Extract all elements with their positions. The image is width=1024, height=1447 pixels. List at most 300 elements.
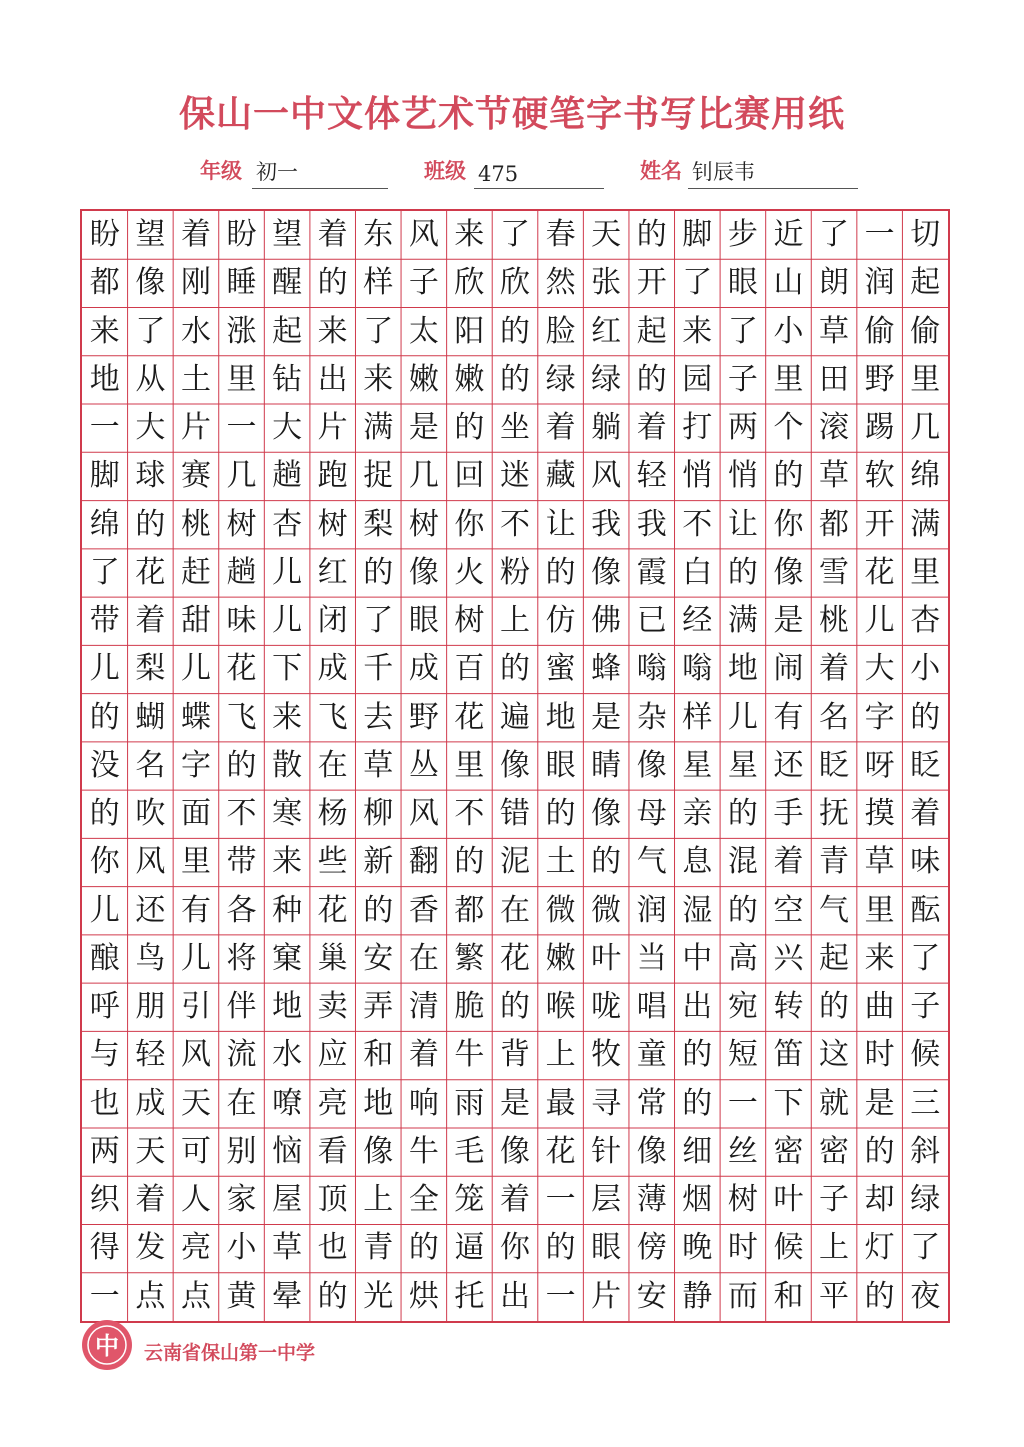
grid-cell: 微 (591, 892, 622, 928)
grid-cell: 着 (180, 217, 211, 252)
grid-cell: 满 (363, 410, 394, 446)
grid-cell: 都 (89, 265, 120, 301)
grid-cell: 蜜 (545, 651, 576, 687)
grid-cell: 当 (636, 940, 667, 976)
grid-cell: 小 (773, 313, 804, 349)
grid-cell: 绵 (89, 506, 120, 542)
grid-cell: 地 (272, 989, 303, 1025)
grid-cell: 牛 (408, 1133, 439, 1169)
grid-cell: 风 (135, 844, 166, 880)
grid-cell: 恼 (272, 1133, 303, 1169)
grid-cell: 眼 (408, 603, 439, 639)
grid-cell: 层 (591, 1182, 622, 1218)
grid-cell: 最 (545, 1085, 576, 1121)
grid-cell: 涨 (226, 313, 257, 349)
grid-cell: 味 (226, 603, 257, 639)
grid-cell: 字 (864, 699, 895, 735)
grid-cell: 轻 (135, 1037, 166, 1073)
class-underline (474, 188, 604, 189)
grid-cell: 空 (773, 892, 804, 928)
grid-cell: 来 (272, 699, 303, 735)
grid-cell: 牧 (591, 1037, 622, 1073)
grid-cell: 野 (408, 699, 439, 735)
grid-cell: 了 (819, 217, 850, 252)
name-underline (688, 188, 858, 189)
grid-cell: 软 (864, 458, 895, 494)
grid-cell: 蜂 (591, 651, 622, 687)
grid-cell: 成 (408, 651, 439, 687)
grade-underline (252, 188, 388, 189)
grid-cell: 你 (89, 844, 120, 880)
grid-cell: 红 (591, 313, 622, 349)
grid-cell: 托 (454, 1278, 485, 1314)
grid-cell: 灯 (864, 1230, 895, 1266)
grid-cell: 的 (591, 844, 622, 880)
grid-cell: 几 (408, 458, 439, 494)
grid-cell: 脚 (682, 217, 713, 252)
grid-cell: 也 (89, 1085, 120, 1121)
grid-cell: 一 (727, 1085, 758, 1121)
grid-cell: 里 (226, 361, 257, 397)
grid-cell: 儿 (180, 940, 211, 976)
grid-cell: 了 (682, 265, 713, 301)
grid-cell: 着 (910, 796, 941, 832)
grid-cell: 像 (636, 1133, 667, 1169)
grid-cell: 着 (773, 844, 804, 880)
grid-cell: 起 (636, 313, 667, 349)
grid-cell: 来 (864, 940, 895, 976)
grid-cell: 的 (89, 796, 120, 832)
grid-cell: 春 (545, 217, 576, 252)
grid-cell: 错 (499, 796, 530, 832)
grid-cell: 在 (499, 892, 530, 928)
grid-cell: 气 (819, 892, 850, 928)
grid-cell: 童 (636, 1037, 667, 1073)
grid-cell: 光 (363, 1278, 394, 1314)
grid-cell: 近 (773, 217, 804, 252)
grid-cell: 兴 (773, 940, 804, 976)
grid-cell: 梨 (363, 506, 394, 542)
grid-cell: 傍 (636, 1230, 667, 1266)
grid-cell: 出 (499, 1278, 530, 1314)
grid-cell: 发 (135, 1230, 166, 1266)
grid-cell: 与 (89, 1037, 120, 1073)
grid-cell: 转 (773, 989, 804, 1025)
grid-cell: 地 (363, 1085, 394, 1121)
grid-cell: 的 (499, 313, 530, 349)
grid-cell: 响 (408, 1085, 439, 1121)
grid-cell: 来 (454, 217, 485, 252)
grid-cell: 在 (408, 940, 439, 976)
grid-cell: 地 (727, 651, 758, 687)
grid-cell: 眼 (545, 747, 576, 783)
grid-cell: 繁 (454, 940, 485, 976)
grid-cell: 和 (773, 1278, 804, 1314)
grid-cell: 轻 (636, 458, 667, 494)
grid-cell: 红 (317, 554, 348, 590)
grid-cell: 逼 (454, 1230, 485, 1266)
grid-cell: 里 (180, 844, 211, 880)
grid-cell: 成 (135, 1085, 166, 1121)
grid-cell: 来 (272, 844, 303, 880)
grid-cell: 亮 (180, 1230, 211, 1266)
grid-cell: 片 (317, 410, 348, 446)
grid-cell: 名 (819, 699, 850, 735)
school-name: 云南省保山第一中学 (144, 1342, 316, 1364)
grid-cell: 的 (454, 410, 485, 446)
grid-cell: 呀 (864, 747, 895, 783)
name-value: 钊辰韦 (692, 160, 755, 184)
grid-cell: 像 (591, 554, 622, 590)
grid-cell: 飞 (226, 699, 257, 735)
grid-cell: 大 (135, 410, 166, 446)
grid-cell: 密 (819, 1133, 850, 1169)
grid-cell: 像 (636, 747, 667, 783)
grid-cell: 子 (727, 361, 758, 397)
grid-cell: 的 (408, 1230, 439, 1266)
grid-cell: 晕 (272, 1278, 303, 1314)
grid-cell: 润 (636, 892, 667, 928)
grid-cell: 人 (180, 1182, 211, 1218)
grid-cell: 山 (773, 265, 804, 301)
grid-cell: 鸟 (135, 940, 166, 976)
grid-cell: 趟 (226, 554, 257, 590)
grid-cell: 起 (819, 940, 850, 976)
grid-cell: 梨 (135, 651, 166, 687)
grid-cell: 我 (636, 506, 667, 542)
grid-cell: 一 (89, 410, 120, 446)
grid-cell: 你 (773, 506, 804, 542)
grid-cell: 寒 (272, 796, 303, 832)
grid-cell: 毛 (454, 1133, 485, 1169)
grid-cell: 盼 (89, 217, 120, 252)
grid-cell: 泥 (499, 844, 530, 880)
grid-cell: 曲 (864, 989, 895, 1025)
grid-cell: 有 (773, 699, 804, 735)
grid-cell: 然 (545, 265, 576, 301)
grid-cell: 亲 (682, 796, 713, 832)
grid-cell: 着 (408, 1037, 439, 1073)
grid-cell: 混 (727, 844, 758, 880)
grid-cell: 天 (591, 217, 622, 252)
grid-cell: 草 (272, 1230, 303, 1266)
grid-cell: 望 (272, 217, 303, 252)
grid-cell: 三 (910, 1085, 941, 1121)
grid-cell: 散 (272, 747, 303, 783)
grid-cell: 大 (864, 651, 895, 687)
grid-cell: 和 (363, 1037, 394, 1073)
grid-cell: 香 (408, 892, 439, 928)
grid-cell: 儿 (89, 651, 120, 687)
grid-cell: 草 (819, 458, 850, 494)
grid-cell: 花 (499, 940, 530, 976)
class-field (424, 155, 604, 189)
grid-cell: 可 (180, 1133, 211, 1169)
grid-cell: 花 (226, 651, 257, 687)
grid-cell: 花 (545, 1133, 576, 1169)
grid-cell: 切 (910, 217, 941, 252)
grid-cell: 来 (317, 313, 348, 349)
grid-cell: 土 (545, 844, 576, 880)
grid-cell: 蝶 (180, 699, 211, 735)
grid-cell: 粉 (499, 554, 530, 590)
grid-cell: 手 (773, 796, 804, 832)
grid-cell: 满 (910, 506, 941, 542)
class-label: 班级 (424, 159, 466, 183)
grid-cell: 窠 (272, 940, 303, 976)
grid-cell: 去 (363, 699, 394, 735)
grid-cell: 里 (910, 361, 941, 397)
grid-cell: 针 (591, 1133, 622, 1169)
grid-cell: 叶 (773, 1182, 804, 1218)
grid-cell: 着 (636, 410, 667, 446)
grid-cell: 已 (636, 603, 667, 639)
grid-cell: 的 (317, 265, 348, 301)
grid-cell: 了 (135, 313, 166, 349)
grid-cell: 悄 (682, 458, 713, 494)
grid-cell: 仿 (545, 603, 576, 639)
grid-cell: 的 (636, 361, 667, 397)
grid-cell: 亮 (317, 1085, 348, 1121)
grid-cell: 家 (226, 1182, 257, 1218)
grid-cell: 都 (454, 892, 485, 928)
grid-cell: 上 (499, 603, 530, 639)
grid-cell: 绿 (591, 361, 622, 397)
grid-cell: 青 (819, 844, 850, 880)
grid-cell: 却 (864, 1182, 895, 1218)
grid-cell: 的 (363, 554, 394, 590)
name-field (640, 155, 858, 189)
grid-cell: 眼 (727, 265, 758, 301)
grid-cell: 星 (682, 747, 713, 783)
grid-cell: 经 (682, 603, 713, 639)
grid-cell: 嫩 (454, 361, 485, 397)
grid-cell: 是 (773, 603, 804, 639)
grid-cell: 就 (819, 1085, 850, 1121)
grid-cell: 叶 (591, 940, 622, 976)
grid-cell: 像 (499, 1133, 530, 1169)
grid-cell: 绵 (910, 458, 941, 494)
grid-cell: 佛 (591, 603, 622, 639)
grid-cell: 张 (591, 265, 622, 301)
grid-cell: 屋 (272, 1182, 303, 1218)
grid-cell: 一 (545, 1182, 576, 1218)
grid-cell: 不 (682, 506, 713, 542)
grid-cell: 杂 (636, 699, 667, 735)
grid-cell: 杏 (272, 506, 303, 542)
grid-cell: 像 (499, 747, 530, 783)
grid-cell: 上 (819, 1230, 850, 1266)
grid-cell: 朋 (135, 989, 166, 1025)
grid-cell: 顶 (317, 1182, 348, 1218)
grid-cell: 霞 (636, 554, 667, 590)
grid-cell: 像 (135, 265, 166, 301)
grid-cell: 看 (317, 1133, 348, 1169)
grid-cell: 满 (727, 603, 758, 639)
grid-cell: 树 (408, 506, 439, 542)
grid-cell: 点 (135, 1278, 166, 1314)
grid-cell: 成 (317, 651, 348, 687)
grid-cell: 斜 (910, 1133, 941, 1169)
grid-cell: 蝴 (135, 699, 166, 735)
grid-cell: 野 (864, 361, 895, 397)
grid-cell: 小 (226, 1230, 257, 1266)
grid-cell: 将 (226, 940, 257, 976)
grid-cell: 种 (272, 892, 303, 928)
grid-cell: 吹 (135, 796, 166, 832)
grid-cell: 青 (363, 1230, 394, 1266)
grid-cell: 田 (819, 361, 850, 397)
grid-cell: 起 (910, 265, 941, 301)
grid-cell: 细 (682, 1133, 713, 1169)
grid-cell: 水 (180, 313, 211, 349)
grid-cell: 时 (864, 1037, 895, 1073)
school-emblem-icon (80, 1318, 134, 1372)
grid-cell: 牛 (454, 1037, 485, 1073)
grid-cell: 了 (499, 217, 530, 252)
grid-cell: 摸 (864, 796, 895, 832)
grid-cell: 着 (545, 410, 576, 446)
grid-cell: 着 (499, 1182, 530, 1218)
grid-cell: 起 (272, 313, 303, 349)
grid-cell: 静 (682, 1278, 713, 1314)
grid-cell: 的 (363, 892, 394, 928)
grid-cell: 还 (135, 892, 166, 928)
grid-cell: 子 (910, 989, 941, 1025)
grid-cell: 安 (636, 1278, 667, 1314)
grid-cell: 伴 (226, 989, 257, 1025)
grid-cell: 星 (727, 747, 758, 783)
grid-cell: 笼 (454, 1182, 485, 1218)
grid-cell: 烟 (682, 1182, 713, 1218)
grid-cell: 是 (864, 1085, 895, 1121)
grid-cell: 味 (910, 844, 941, 880)
grid-cell: 刚 (180, 265, 211, 301)
grid-cell: 杏 (910, 603, 941, 639)
grid-cell: 名 (135, 747, 166, 783)
grid-cell: 的 (773, 458, 804, 494)
grid-cell: 翻 (408, 844, 439, 880)
grid-cell: 东 (363, 217, 394, 252)
grid-cell: 睡 (226, 265, 257, 301)
grid-cell: 些 (317, 844, 348, 880)
grid-cell: 一 (89, 1278, 120, 1314)
grid-cell: 步 (727, 217, 758, 252)
grid-cell: 桃 (180, 506, 211, 542)
grid-cell: 候 (910, 1037, 941, 1073)
grid-cell: 的 (727, 554, 758, 590)
grid-cell: 小 (910, 651, 941, 687)
grid-cell: 的 (545, 554, 576, 590)
grid-cell: 微 (545, 892, 576, 928)
grid-cell: 来 (363, 361, 394, 397)
grid-cell: 都 (819, 506, 850, 542)
grid-cell: 着 (317, 217, 348, 252)
grid-cell: 球 (135, 458, 166, 494)
grid-cell: 天 (180, 1085, 211, 1121)
grid-cell: 儿 (272, 603, 303, 639)
grid-cell: 的 (545, 1230, 576, 1266)
grid-cell: 风 (408, 796, 439, 832)
grid-cell: 有 (180, 892, 211, 928)
grid-cell: 上 (363, 1182, 394, 1218)
grid-cell: 母 (636, 796, 667, 832)
grid-cell: 开 (864, 506, 895, 542)
grid-cell: 得 (89, 1230, 120, 1266)
grid-cell: 像 (408, 554, 439, 590)
grid-cell: 了 (910, 940, 941, 976)
grid-cell: 笛 (773, 1037, 804, 1073)
grid-cell: 没 (89, 747, 120, 783)
grid-cell: 嗡 (682, 651, 713, 687)
grid-cell: 花 (454, 699, 485, 735)
grid-cell: 着 (135, 603, 166, 639)
grid-cell: 着 (135, 1182, 166, 1218)
grid-cell: 一 (226, 410, 257, 446)
grid-cell: 里 (454, 747, 485, 783)
grid-cell: 清 (408, 989, 439, 1025)
grid-cell: 喉 (545, 989, 576, 1025)
grid-cell: 黄 (226, 1278, 257, 1314)
grid-cell: 打 (682, 410, 713, 446)
grid-cell: 钻 (272, 361, 303, 397)
grid-cell: 赶 (180, 554, 211, 590)
grid-cell: 太 (408, 313, 439, 349)
grid-cell: 遍 (499, 699, 530, 735)
grid-cell: 的 (317, 1278, 348, 1314)
grid-cell: 盼 (226, 217, 257, 252)
grid-cell: 湿 (682, 892, 713, 928)
grid-cell: 迷 (499, 458, 530, 494)
grid-cell: 的 (226, 747, 257, 783)
grid-cell: 的 (910, 699, 941, 735)
grid-cell: 眨 (910, 747, 941, 783)
emblem-text: 中 (95, 1331, 119, 1360)
grid-cell: 面 (180, 796, 211, 832)
grid-cell: 的 (89, 699, 120, 735)
grid-cell: 薄 (636, 1182, 667, 1218)
grid-cell: 不 (226, 796, 257, 832)
grid-cell: 欣 (454, 265, 485, 301)
grid-cell: 树 (454, 603, 485, 639)
grid-cell: 朗 (819, 265, 850, 301)
grid-cell: 醒 (272, 265, 303, 301)
grid-cell: 雪 (819, 554, 850, 590)
grid-cell: 气 (636, 844, 667, 880)
grid-cell: 这 (819, 1037, 850, 1073)
grid-cell: 息 (682, 844, 713, 880)
grid-cell: 两 (89, 1133, 120, 1169)
grid-cell: 园 (682, 361, 713, 397)
grid-cell: 我 (591, 506, 622, 542)
grid-cell: 雨 (454, 1085, 485, 1121)
grid-cell: 的 (636, 217, 667, 252)
grid-cell: 晚 (682, 1230, 713, 1266)
grid-cell: 儿 (180, 651, 211, 687)
grid-cell: 千 (363, 651, 394, 687)
grid-cell: 赛 (180, 458, 211, 494)
grid-cell: 不 (454, 796, 485, 832)
grid-cell: 飞 (317, 699, 348, 735)
grid-cell: 着 (819, 651, 850, 687)
grid-cell: 的 (499, 989, 530, 1025)
grid-cell: 脚 (89, 458, 120, 494)
grid-cell: 背 (499, 1037, 530, 1073)
grid-cell: 流 (226, 1037, 257, 1073)
grid-cell: 而 (727, 1278, 758, 1314)
grid-cell: 绿 (910, 1182, 941, 1218)
writing-grid (80, 209, 950, 1323)
